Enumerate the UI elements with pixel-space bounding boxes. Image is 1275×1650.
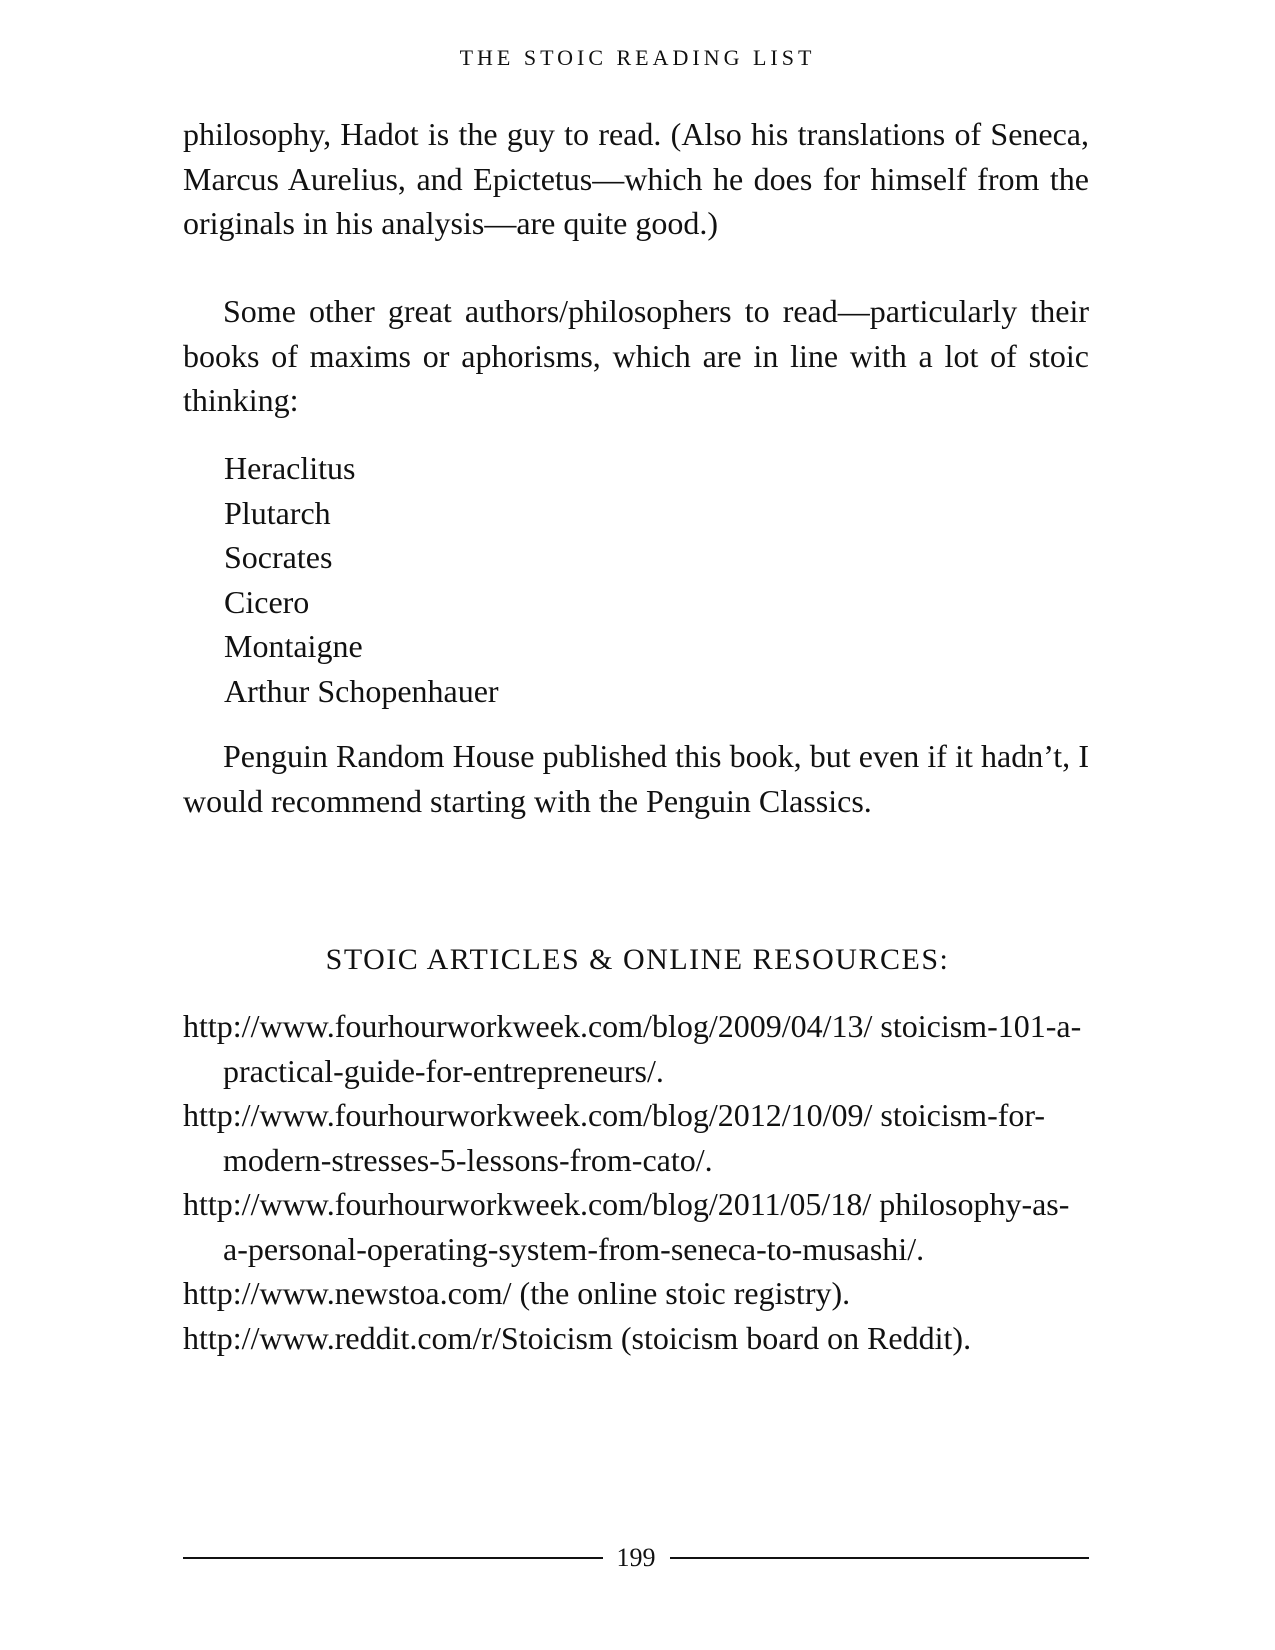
author-item: Arthur Schopenhauer (224, 672, 499, 709)
author-item: Cicero (224, 583, 310, 620)
resource-item: http://www.newstoa.com/ (the online stoic registry). (183, 1275, 851, 1311)
footer-rule-left (183, 1557, 603, 1559)
resource-list (183, 1004, 1089, 1360)
author-item: Montaigne (224, 628, 363, 664)
page-footer (183, 1540, 1089, 1576)
page-number: 199 (616, 1543, 656, 1572)
resource-item: http://www.fourhourworkweek.com/blog/2012/10/09/ stoicism-for-modern-stresses-5-lessons-from-cato/. (183, 1097, 1046, 1178)
footer-rule-right (670, 1557, 1090, 1559)
author-list (224, 446, 499, 713)
author-item: Socrates (224, 539, 333, 575)
author-item: Plutarch (224, 494, 331, 531)
paragraph-penguin: Penguin Random House published this book, but even if it hadn’t, I would recommend starting with the Penguin Classics. (183, 738, 1089, 819)
section-heading: STOIC ARTICLES & ONLINE RESOURCES: (325, 943, 950, 976)
author-item: Heraclitus (224, 450, 356, 486)
resource-item: http://www.fourhourworkweek.com/blog/2011/05/18/ philosophy-as-a-personal-operating-system-from-seneca-to-musashi/. (183, 1186, 1070, 1267)
resource-item: http://www.reddit.com/r/Stoicism (stoicism board on Reddit). (183, 1319, 972, 1356)
paragraph-hadot: philosophy, Hadot is the guy to read. (Also his translations of Seneca, Marcus Aurelius, and Epictetus—which he does for himself from the originals in his analysis—are quite good.) (183, 116, 1089, 241)
running-head: THE STOIC READING LIST (459, 45, 816, 70)
paragraph-other-authors: Some other great authors/philosophers to read—particularly their books of maxims or aphorisms, which are in line with a lot of stoic thinking: (183, 293, 1089, 418)
resource-item: http://www.fourhourworkweek.com/blog/2009/04/13/ stoicism-101-a-practical-guide-for-entrepreneurs/. (183, 1008, 1082, 1089)
